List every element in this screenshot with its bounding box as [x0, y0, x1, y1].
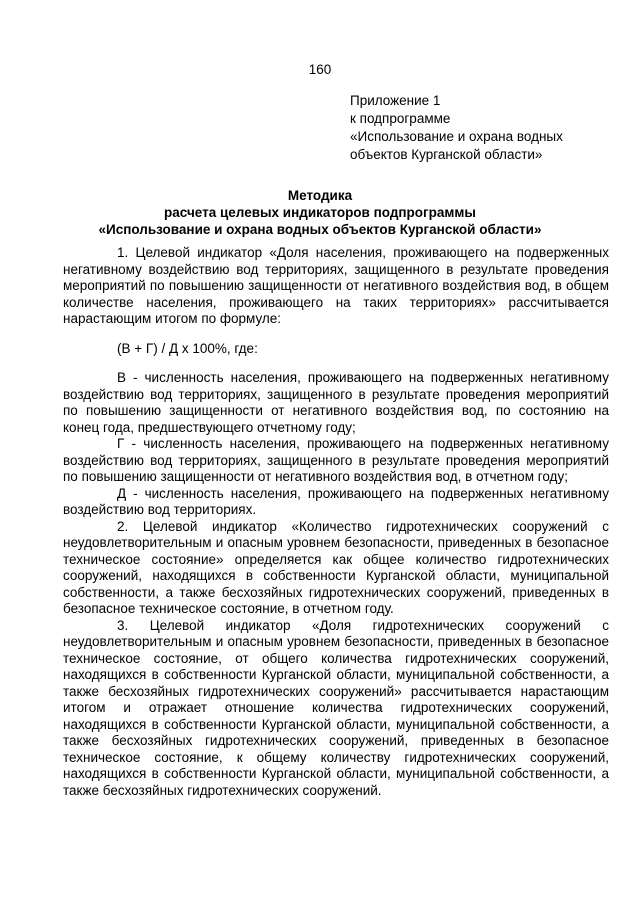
title-line: Методика [287, 188, 353, 203]
appendix-line: к подпрограмме [350, 111, 451, 126]
appendix-header [350, 92, 563, 164]
appendix-line: Приложение 1 [350, 93, 441, 108]
paragraph-3: 3. Целевой индикатор «Доля гидротехнических сооружений с неудовлетворительным и опасным уровнем безопасности, приведенных в безопасное техническое состояние, от общего количества гидротехнических сооружений, находящихся в собственности Курганской области, муниципальной собственности, а также бесхозяйных гидротехнических сооружений» рассчитывается нарастающим итогом и отражает отношение количества гидротехнических сооружений, находящихся в собственности Курганской области, муниципальной собственности, а также бесхозяйных гидротехнических сооружений, приведенных в безопасное техническое состояние, к общему количеству гидротехнических сооружений, находящихся в собственности Курганской области, муниципальной собственности, а также бесхозяйных гидротехнических сооружений. [63, 617, 609, 798]
document-body [63, 245, 609, 799]
paragraph-g-definition: Г - численность населения, проживающего на подверженных негативному воздействию вод территориях, защищенного в результате проведения мероприятий по повышению защищенности от негативного воздействия вод, в отчетном году; [63, 436, 609, 484]
page-number: 160 [308, 62, 332, 77]
title-line: расчета целевых индикаторов подпрограммы [164, 205, 476, 220]
formula: (В + Г) / Д х 100%, где: [117, 340, 258, 356]
paragraph-1: 1. Целевой индикатор «Доля населения, проживающего на подверженных негативному воздействию вод территориях, защищенного в результате проведения мероприятий по повышению защищенности от негативного воздействия вод, в общем количестве населения, проживающего на таких территориях» рассчитывается нарастающим итогом по формуле: [63, 245, 609, 326]
appendix-line: объектов Курганской области» [350, 147, 543, 162]
title-line: «Использование и охрана водных объектов Курганской области» [98, 222, 542, 237]
paragraph-d-definition: Д - численность населения, проживающего на подверженных негативному воздействию вод территориях. [63, 485, 609, 517]
document-title [0, 187, 640, 238]
appendix-line: «Использование и охрана водных [350, 129, 563, 144]
paragraph-2: 2. Целевой индикатор «Количество гидротехнических сооружений с неудовлетворительным и опасным уровнем безопасности, приведенных в безопасное техническое состояние» определяется как общее количество гидротехнических сооружений, находящихся в собственности Курганской области, муниципальной собственности, а также бесхозяйных гидротехнических сооружений, приведенных в безопасное техническое состояние, в отчетном году. [63, 518, 609, 616]
paragraph-b-definition: В - численность населения, проживающего на подверженных негативному воздействию вод территориях, защищенного в результате проведения мероприятий по повышению защищенности от негативного воздействия вод, по состоянию на конец года, предшествующего отчетному году; [63, 370, 609, 435]
